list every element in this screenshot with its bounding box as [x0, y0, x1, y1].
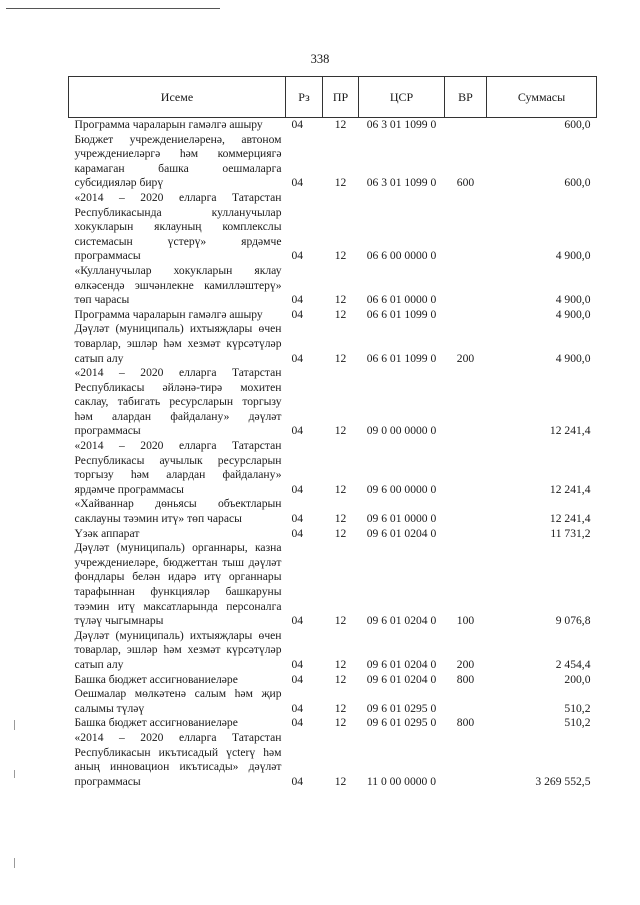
cell-csr: 06 6 01 1099 0	[366, 307, 437, 321]
cell-pr: 12	[334, 701, 347, 715]
cell-rz: 04	[291, 526, 304, 540]
cell-name: Программа чараларын гамәлгә ашыру	[74, 118, 263, 131]
cell-csr: 09 6 01 0204 0	[366, 657, 437, 671]
cell-name: «2014 – 2020 елларга Татарстан Республикасында кулланучылар хокукларын яклауның комплекслы системасын үстерү» ярдәмче программасы	[74, 190, 282, 263]
budget-table	[68, 76, 597, 789]
cell-name: «Кулланучылар хокукларын яклау өлкәсендә эшчәнлекне камилләштерү» төп чарасы	[74, 263, 282, 307]
cell-rz: 04	[291, 293, 304, 307]
cell-sum: 12 241,4	[549, 482, 591, 496]
cell-name: «2014 – 2020 елларга Татарстан Республикасы аучылык ресурсларын торгызу һәм алардан файдалану» ярдәмче программасы	[74, 439, 282, 496]
cell-sum: 9 076,8	[555, 614, 591, 628]
cell-vr	[445, 308, 487, 323]
table-row	[69, 191, 597, 264]
cell-csr: 09 6 01 0295 0	[366, 701, 437, 715]
cell-rz: 04	[291, 512, 304, 526]
cell-rz: 04	[291, 614, 304, 628]
cell-name: «2014 – 2020 елларга Татарстан Республикасын икътисадый үсterү һәм аның инновацион икътисады» дәүләт программасы	[74, 730, 282, 788]
cell-csr: 11 0 00 0000 0	[366, 774, 437, 788]
cell-rz: 04	[291, 774, 304, 788]
cell-name: Үзәк аппарат	[74, 526, 140, 540]
cell-pr: 12	[334, 774, 347, 788]
cell-rz: 04	[291, 249, 304, 263]
cell-rz: 04	[291, 424, 304, 438]
margin-mark	[14, 720, 15, 730]
cell-sum: 11 731,2	[550, 526, 591, 540]
table-row	[69, 629, 597, 673]
cell-vr: 200	[456, 351, 475, 365]
cell-csr: 09 6 01 0204 0	[366, 526, 437, 540]
cell-name: Бюджет учреждениеләренә, автоном учреждениеләргә һәм коммерциягә карамаган башка оешмаларга субсидияләр бирү	[74, 132, 282, 190]
cell-rz: 04	[291, 351, 304, 365]
cell-name: «2014 – 2020 елларга Татарстан Республикасы әйләнә-тирә мохитен саклау, табигать ресурсларын торгызу һәм алардан файдалану» дәүләт программасы	[74, 366, 282, 438]
cell-pr: 12	[334, 526, 347, 540]
table-row	[69, 687, 597, 716]
cell-sum: 4 900,0	[555, 293, 591, 307]
cell-sum: 12 241,4	[549, 424, 591, 438]
table-row	[69, 366, 597, 439]
table-row	[69, 716, 597, 731]
cell-sum: 2 454,4	[555, 657, 591, 671]
cell-csr: 09 6 01 0295 0	[366, 716, 437, 730]
cell-pr: 12	[334, 424, 347, 438]
cell-pr: 12	[334, 249, 347, 263]
table-row	[69, 439, 597, 497]
cell-rz: 04	[291, 716, 304, 730]
cell-pr: 12	[334, 614, 347, 628]
header-sum: Суммасы	[487, 77, 597, 118]
cell-csr: 06 6 01 0000 0	[366, 293, 437, 307]
table-row	[69, 731, 597, 789]
cell-pr: 12	[334, 657, 347, 671]
table-row	[69, 308, 597, 323]
cell-sum: 4 900,0	[555, 249, 591, 263]
cell-csr: 06 6 01 1099 0	[366, 351, 437, 365]
top-rule	[6, 8, 220, 9]
header-vr: ВР	[445, 77, 487, 118]
cell-name: Оешмалар мөлкәтенә салым һәм җир салымы түләү	[74, 687, 282, 715]
cell-rz: 04	[291, 701, 304, 715]
header-name: Исеме	[69, 77, 286, 118]
header-rz: Рз	[286, 77, 323, 118]
page-number: 338	[310, 52, 330, 66]
cell-csr: 09 6 01 0204 0	[366, 614, 437, 628]
cell-pr: 12	[334, 716, 347, 730]
cell-vr: 200	[456, 657, 475, 671]
table-row	[69, 673, 597, 688]
cell-sum: 4 900,0	[555, 307, 591, 321]
cell-vr	[445, 264, 487, 308]
cell-sum: 4 900,0	[555, 351, 591, 365]
cell-name: Дәүләт (муниципаль) ихтыяҗлары өчен товарлар, эшләр һәм хезмәт күрсәтүләр сатып алу	[74, 628, 282, 671]
cell-vr	[445, 439, 487, 497]
cell-sum: 510,2	[564, 716, 591, 730]
cell-vr: 600	[456, 176, 475, 190]
cell-pr: 12	[334, 307, 347, 321]
table-row	[69, 264, 597, 308]
cell-vr	[445, 191, 487, 264]
table-body	[69, 118, 597, 790]
cell-vr	[445, 687, 487, 716]
table-row	[69, 133, 597, 191]
table-row	[69, 118, 597, 133]
table-row	[69, 527, 597, 542]
cell-rz: 04	[291, 307, 304, 321]
cell-csr: 09 6 01 0000 0	[366, 512, 437, 526]
cell-vr: 800	[456, 716, 475, 730]
cell-rz: 04	[291, 118, 304, 131]
cell-csr: 06 6 00 0000 0	[366, 249, 437, 263]
cell-vr	[445, 118, 487, 133]
cell-pr: 12	[334, 293, 347, 307]
cell-name: Программа чараларын гамәлгә ашыру	[74, 307, 263, 321]
cell-csr: 09 6 00 0000 0	[366, 482, 437, 496]
cell-csr: 06 3 01 1099 0	[366, 176, 437, 190]
cell-rz: 04	[291, 657, 304, 671]
cell-vr: 100	[456, 614, 475, 628]
cell-sum: 510,2	[564, 701, 591, 715]
cell-name: Башка бюджет ассигнованиеләре	[74, 672, 238, 686]
cell-sum: 3 269 552,5	[535, 774, 591, 788]
cell-vr	[445, 527, 487, 542]
cell-csr: 06 3 01 1099 0	[366, 118, 437, 131]
table-row	[69, 497, 597, 526]
cell-sum: 600,0	[564, 118, 591, 131]
cell-pr: 12	[334, 512, 347, 526]
margin-mark	[14, 770, 15, 778]
table-header-row	[69, 77, 597, 118]
cell-pr: 12	[334, 482, 347, 496]
header-csr: ЦСР	[359, 77, 445, 118]
table-row	[69, 322, 597, 366]
cell-rz: 04	[291, 672, 304, 686]
cell-name: Дәүләт (муниципаль) органнары, казна учреждениеләре, бюджеттан тыш дәүләт фондлары белән идарә итү органнары тарафыннан функцияләр башкаруны тәэмин итү максатларында персоналга түләү чыгымнары	[74, 541, 282, 628]
cell-name: «Хайваннар дөньясы объектларын саклауны тәэмин итү» төп чарасы	[74, 497, 282, 526]
cell-vr	[445, 366, 487, 439]
cell-vr	[445, 731, 487, 789]
cell-sum: 12 241,4	[549, 512, 591, 526]
header-pr: ПР	[323, 77, 359, 118]
cell-pr: 12	[334, 176, 347, 190]
cell-sum: 600,0	[564, 176, 591, 190]
cell-vr	[445, 497, 487, 526]
cell-name: Башка бюджет ассигнованиеләре	[74, 716, 238, 730]
cell-rz: 04	[291, 482, 304, 496]
cell-sum: 200,0	[564, 672, 591, 686]
cell-pr: 12	[334, 351, 347, 365]
cell-rz: 04	[291, 176, 304, 190]
cell-pr: 12	[334, 672, 347, 686]
cell-name: Дәүләт (муниципаль) ихтыяҗлары өчен товарлар, эшләр һәм хезмәт күрсәтүләр сатып алу	[74, 322, 282, 365]
cell-csr: 09 6 01 0204 0	[366, 672, 437, 686]
table-row	[69, 541, 597, 629]
cell-vr: 800	[456, 672, 475, 686]
cell-pr: 12	[334, 118, 347, 131]
cell-csr: 09 0 00 0000 0	[366, 424, 437, 438]
margin-mark	[14, 858, 15, 868]
